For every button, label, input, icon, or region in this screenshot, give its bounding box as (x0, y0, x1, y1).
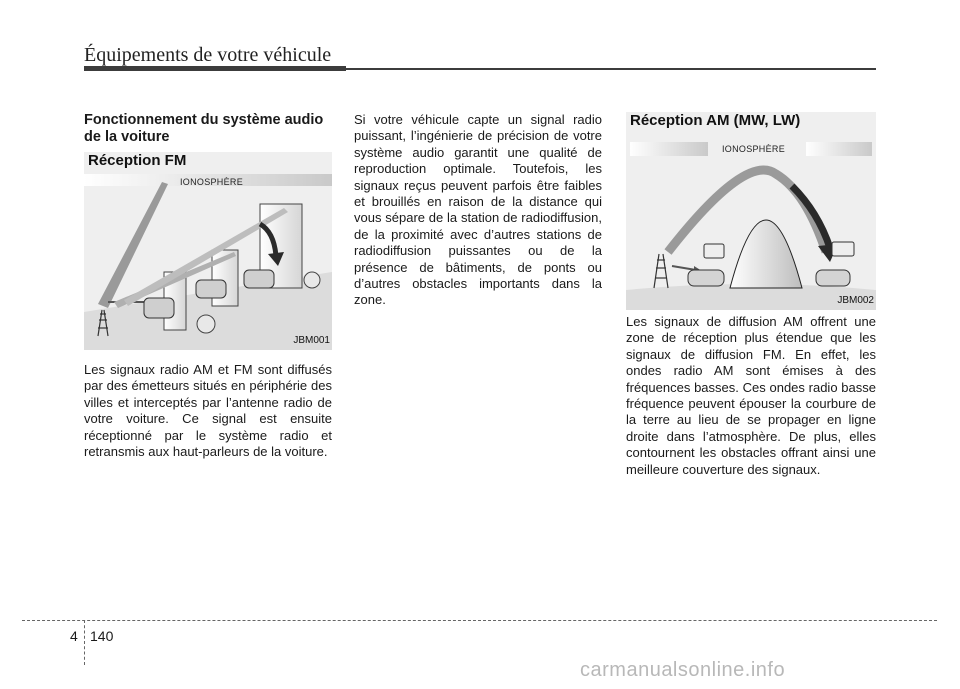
radio-tower-icon (654, 254, 668, 288)
footer-vertical-divider (84, 620, 85, 665)
mountain (730, 220, 802, 288)
header-rule-thin (346, 68, 876, 70)
right-paragraph: Les signaux de diffusion AM offrent une zone de réception plus étendue que les signaux de diffusion FM. En effet, les ondes radio AM sont émises à des fréquences basses. Ces ondes radio basse fréquence peuvent épouser la courbure de la terre au lieu de se propager en ligne droite dans l’atmosphère. De plus, elles contournent les obstacles offrant ainsi une meilleure couverture des signaux. (626, 314, 876, 477)
am-figure-title: Réception AM (MW, LW) (630, 112, 801, 129)
fm-reception-figure (84, 152, 332, 350)
middle-paragraph: Si votre véhicule capte un signal radio puissant, l’ingénierie de précision de votre système audio garantit une qualité de reproduction optimale. Toutefois, les signaux reçus peuvent parfois être faibles et brouillés en raison de la distance qui vous sépare de la station de radiodiffusion, de la proximité avec d’autres stations de radiodiffusion puissantes ou de la présence de bâtiments, de ponts ou d’autres obstacles importants dans la zone. (354, 112, 602, 308)
fm-ionosphere-label: IONOSPHÈRE (180, 177, 244, 187)
page-header-title: Équipements de votre véhicule (84, 44, 332, 66)
chapter-number: 4 (70, 628, 78, 644)
watermark: carmanualsonline.info (580, 659, 786, 681)
ionosphere-band-right (806, 142, 872, 156)
am-figure-code: JBM002 (837, 295, 874, 306)
footer-divider (22, 620, 937, 621)
ionosphere-band-left (630, 142, 708, 156)
page-number: 140 (90, 628, 114, 644)
left-paragraph: Les signaux radio AM et FM sont diffusés par des émetteurs situés en périphérie des villes et interceptés par l’antenne radio de votre voiture. Ce signal est ensuite réceptionné par le système radio et retransmis aux haut-parleurs de la voiture. (84, 362, 332, 460)
fm-figure-title: Réception FM (88, 152, 187, 169)
fm-figure-code: JBM001 (293, 335, 330, 346)
am-reception-figure (626, 112, 876, 310)
section-heading: Fonctionnement du système audio de la voiture (84, 112, 324, 145)
am-illustration (626, 112, 876, 310)
am-ionosphere-label: IONOSPHÈRE (722, 144, 786, 154)
header-rule-thick (84, 66, 346, 71)
